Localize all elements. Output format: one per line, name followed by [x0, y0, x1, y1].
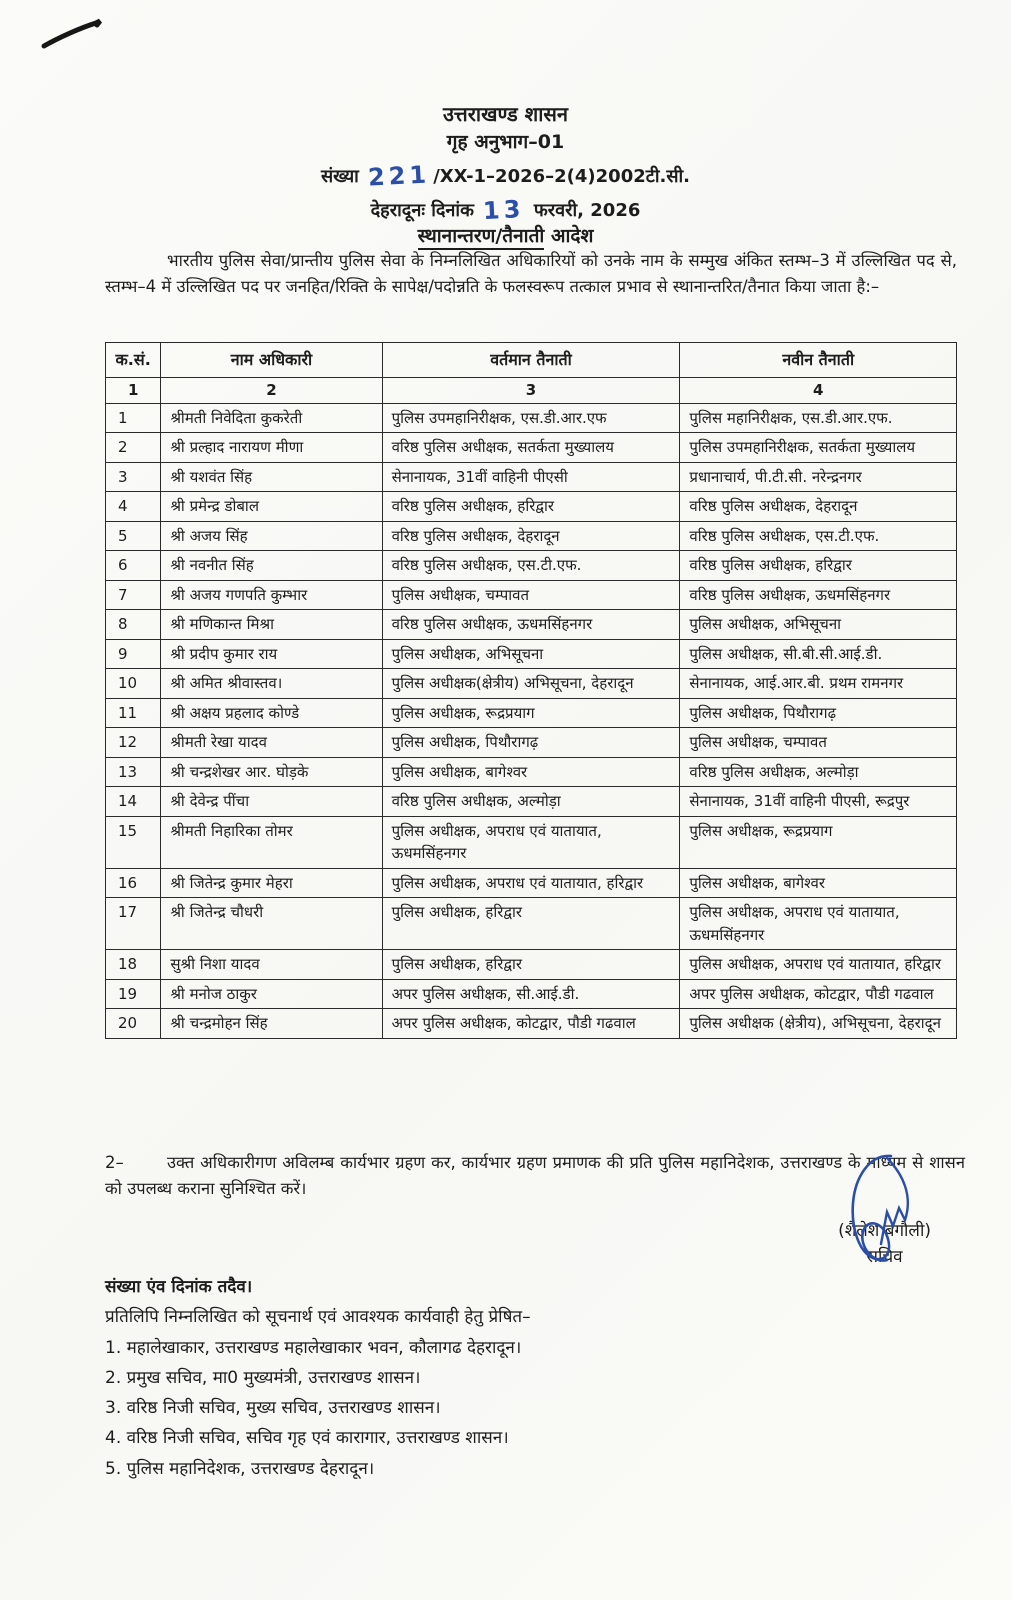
number-rest: /XX-1–2026–2(4)2002टी.सी.: [433, 165, 690, 187]
table-row: [106, 787, 957, 817]
cell-current-posting: पुलिस उपमहानिरीक्षक, एस.डी.आर.एफ: [382, 403, 680, 433]
table-row: [106, 462, 957, 492]
cell-new-posting: सेनानायक, 31वीं वाहिनी पीएसी, रूद्रपुर: [680, 787, 957, 817]
cell-new-posting: प्रधानाचार्य, पी.टी.सी. नरेन्द्रनगर: [680, 462, 957, 492]
table-row: [106, 639, 957, 669]
cell-new-posting: पुलिस अधीक्षक, बागेश्वर: [680, 868, 957, 898]
column-number-row: [106, 378, 957, 404]
cell-serial: 5: [106, 521, 161, 551]
cell-officer-name: श्री प्रमेन्द्र डोबाल: [161, 492, 382, 522]
intro-paragraph: भारतीय पुलिस सेवा/प्रान्तीय पुलिस सेवा के निम्नलिखित अधिकारियों को उनके नाम के सम्मुख अंकित स्तम्भ–3 में उल्लिखित पद से, स्तम्भ–4 में उल्लिखित पद पर जनहित/रिक्ति के सापेक्ष/पदोन्नति के फलस्वरूप तत्काल प्रभाव से स्थानान्तरित/तैनात किया जाता है:–: [105, 251, 957, 296]
table-row: [106, 979, 957, 1009]
cell-current-posting: पुलिस अधीक्षक, पिथौरागढ़: [382, 728, 680, 758]
cell-current-posting: वरिष्ठ पुलिस अधीक्षक, अल्मोड़ा: [382, 787, 680, 817]
cell-serial: 8: [106, 610, 161, 640]
distribution-item: 4. वरिष्ठ निजी सचिव, सचिव गृह एवं कारागार, उत्तराखण्ड शासन।: [105, 1428, 509, 1449]
table-row: [106, 403, 957, 433]
table-row: [106, 433, 957, 463]
cell-officer-name: श्री मणिकान्त मिश्रा: [161, 610, 382, 640]
cell-current-posting: वरिष्ठ पुलिस अधीक्षक, सतर्कता मुख्यालय: [382, 433, 680, 463]
cell-officer-name: श्री प्रल्हाद नारायण मीणा: [161, 433, 382, 463]
cell-new-posting: पुलिस अधीक्षक, अपराध एवं यातायात, हरिद्वार: [680, 950, 957, 980]
cell-current-posting: पुलिस अधीक्षक(क्षेत्रीय) अभिसूचना, देहरादून: [382, 669, 680, 699]
cell-serial: 2: [106, 433, 161, 463]
department-section: गृह अनुभाग–01: [446, 131, 565, 153]
cell-serial: 1: [106, 403, 161, 433]
table-row: [106, 898, 957, 950]
cell-serial: 19: [106, 979, 161, 1009]
table-row: [106, 816, 957, 868]
cell-serial: 12: [106, 728, 161, 758]
table-row: [106, 1009, 957, 1039]
cell-officer-name: श्री अजय गणपति कुम्भार: [161, 580, 382, 610]
cell-new-posting: पुलिस अधीक्षक, अपराध एवं यातायात, ऊधमसिंहनगर: [680, 898, 957, 950]
cell-officer-name: श्री मनोज ठाकुर: [161, 979, 382, 1009]
cell-new-posting: पुलिस अधीक्षक, अभिसूचना: [680, 610, 957, 640]
cell-serial: 18: [106, 950, 161, 980]
cell-officer-name: श्री अक्षय प्रहलाद कोण्डे: [161, 698, 382, 728]
cell-officer-name: श्री यशवंत सिंह: [161, 462, 382, 492]
cell-new-posting: पुलिस अधीक्षक (क्षेत्रीय), अभिसूचना, देहरादून: [680, 1009, 957, 1039]
cell-new-posting: वरिष्ठ पुलिस अधीक्षक, हरिद्वार: [680, 551, 957, 581]
cell-current-posting: वरिष्ठ पुलिस अधीक्षक, एस.टी.एफ.: [382, 551, 680, 581]
handwritten-letter-number: 221: [367, 159, 431, 192]
distribution-list: [105, 1333, 965, 1484]
cell-serial: 17: [106, 898, 161, 950]
distribution-section: [105, 1272, 965, 1484]
same-number-date-line: संख्या एंव दिनांक तदैव।: [105, 1277, 253, 1297]
cell-serial: 20: [106, 1009, 161, 1039]
cell-current-posting: वरिष्ठ पुलिस अधीक्षक, ऊधमसिंहनगर: [382, 610, 680, 640]
cell-current-posting: अपर पुलिस अधीक्षक, कोटद्वार, पौडी गढवाल: [382, 1009, 680, 1039]
table-row: [106, 698, 957, 728]
cell-new-posting: पुलिस अधीक्षक, चम्पावत: [680, 728, 957, 758]
table-row: [106, 492, 957, 522]
cell-current-posting: पुलिस अधीक्षक, चम्पावत: [382, 580, 680, 610]
cell-officer-name: सुश्री निशा यादव: [161, 950, 382, 980]
cell-serial: 3: [106, 462, 161, 492]
cell-new-posting: वरिष्ठ पुलिस अधीक्षक, एस.टी.एफ.: [680, 521, 957, 551]
cell-new-posting: अपर पुलिस अधीक्षक, कोटद्वार, पौडी गढवाल: [680, 979, 957, 1009]
cell-serial: 6: [106, 551, 161, 581]
transfer-table-body: [106, 403, 957, 1038]
cell-serial: 13: [106, 757, 161, 787]
signatory-name: (शैलेश बगौली): [838, 1221, 931, 1241]
cell-current-posting: पुलिस अधीक्षक, बागेश्वर: [382, 757, 680, 787]
government-name: उत्तराखण्ड शासन: [442, 102, 569, 126]
signature-ink: [829, 1148, 939, 1273]
table-row: [106, 669, 957, 699]
cell-current-posting: अपर पुलिस अधीक्षक, सी.आई.डी.: [382, 979, 680, 1009]
handwritten-date: 13: [482, 195, 526, 226]
table-row: [106, 950, 957, 980]
cell-officer-name: श्री प्रदीप कुमार राय: [161, 639, 382, 669]
col-header-serial: क.सं.: [106, 343, 161, 378]
order-title: [0, 222, 1011, 248]
table-row: [106, 521, 957, 551]
cell-serial: 9: [106, 639, 161, 669]
cell-serial: 16: [106, 868, 161, 898]
col-number-4: 4: [680, 378, 957, 404]
table-header-row: [106, 343, 957, 378]
cell-current-posting: पुलिस अधीक्षक, हरिद्वार: [382, 950, 680, 980]
cell-new-posting: पुलिस महानिरीक्षक, एस.डी.आर.एफ.: [680, 403, 957, 433]
date-rest: फरवरी, 2026: [533, 200, 641, 222]
cell-officer-name: श्री अमित श्रीवास्तव।: [161, 669, 382, 699]
cell-officer-name: श्री चन्द्रशेखर आर. घोड़के: [161, 757, 382, 787]
cell-officer-name: श्री नवनीत सिंह: [161, 551, 382, 581]
cell-officer-name: श्री जितेन्द्र चौधरी: [161, 898, 382, 950]
cell-current-posting: पुलिस अधीक्षक, हरिद्वार: [382, 898, 680, 950]
cell-current-posting: सेनानायक, 31वीं वाहिनी पीएसी: [382, 462, 680, 492]
col-number-2: 2: [161, 378, 382, 404]
table-row: [106, 728, 957, 758]
paragraph-number: 2–: [105, 1153, 124, 1172]
cell-new-posting: वरिष्ठ पुलिस अधीक्षक, देहरादून: [680, 492, 957, 522]
letterhead: [0, 100, 1011, 226]
cell-officer-name: श्री चन्द्रमोहन सिंह: [161, 1009, 382, 1039]
table-row: [106, 757, 957, 787]
table-row: [106, 868, 957, 898]
cell-new-posting: पुलिस अधीक्षक, रूद्रप्रयाग: [680, 816, 957, 868]
cell-officer-name: श्रीमती रेखा यादव: [161, 728, 382, 758]
cell-officer-name: श्री देवेन्द्र पींचा: [161, 787, 382, 817]
cell-current-posting: वरिष्ठ पुलिस अधीक्षक, देहरादून: [382, 521, 680, 551]
cell-new-posting: पुलिस अधीक्षक, सी.बी.सी.आई.डी.: [680, 639, 957, 669]
cell-serial: 4: [106, 492, 161, 522]
copy-forwarded-line: प्रतिलिपि निम्नलिखित को सूचनार्थ एवं आवश्यक कार्यवाही हेतु प्रेषित–: [105, 1307, 531, 1328]
cell-serial: 10: [106, 669, 161, 699]
place-date-prefix: देहरादूनः दिनांक: [370, 200, 474, 222]
col-header-new-posting: नवीन तैनाती: [680, 343, 957, 378]
distribution-item: 3. वरिष्ठ निजी सचिव, मुख्य सचिव, उत्तराखण्ड शासन।: [105, 1398, 441, 1418]
signatory-designation: सचिव: [866, 1247, 903, 1268]
table-row: [106, 580, 957, 610]
cell-officer-name: श्री जितेन्द्र कुमार मेहरा: [161, 868, 382, 898]
cell-new-posting: सेनानायक, आई.आर.बी. प्रथम रामनगर: [680, 669, 957, 699]
cell-current-posting: वरिष्ठ पुलिस अधीक्षक, हरिद्वार: [382, 492, 680, 522]
col-header-officer-name: नाम अधिकारी: [161, 343, 382, 378]
cell-serial: 15: [106, 816, 161, 868]
letter-number-line: [0, 157, 1011, 192]
col-header-current-posting: वर्तमान तैनाती: [382, 343, 680, 378]
col-number-3: 3: [382, 378, 680, 404]
cell-new-posting: वरिष्ठ पुलिस अधीक्षक, ऊधमसिंहनगर: [680, 580, 957, 610]
pen-stroke-mark: [40, 14, 110, 54]
distribution-item: 5. पुलिस महानिदेशक, उत्तराखण्ड देहरादून।: [105, 1458, 375, 1479]
cell-serial: 7: [106, 580, 161, 610]
place-date-line: [0, 191, 1011, 226]
order-title-underlined: स्थानान्तरण/तैनाती: [418, 225, 545, 250]
distribution-item: 2. प्रमुख सचिव, मा0 मुख्यमंत्री, उत्तराखण्ड शासन।: [105, 1367, 421, 1388]
cell-current-posting: पुलिस अधीक्षक, अपराध एवं यातायात, हरिद्वार: [382, 868, 680, 898]
cell-current-posting: पुलिस अधीक्षक, रूद्रप्रयाग: [382, 698, 680, 728]
cell-officer-name: श्रीमती निवेदिता कुकरेती: [161, 403, 382, 433]
cell-new-posting: पुलिस उपमहानिरीक्षक, सतर्कता मुख्यालय: [680, 433, 957, 463]
transfer-table: [105, 342, 957, 1039]
cell-serial: 11: [106, 698, 161, 728]
cell-new-posting: वरिष्ठ पुलिस अधीक्षक, अल्मोड़ा: [680, 757, 957, 787]
table-row: [106, 610, 957, 640]
distribution-item: 1. महालेखाकार, उत्तराखण्ड महालेखाकार भवन, कौलागढ देहरादून।: [105, 1337, 522, 1358]
table-row: [106, 551, 957, 581]
cell-current-posting: पुलिस अधीक्षक, अभिसूचना: [382, 639, 680, 669]
number-prefix: संख्या: [321, 165, 359, 187]
cell-serial: 14: [106, 787, 161, 817]
cell-new-posting: पुलिस अधीक्षक, पिथौरागढ़: [680, 698, 957, 728]
col-number-1: 1: [106, 378, 161, 404]
cell-officer-name: श्रीमती निहारिका तोमर: [161, 816, 382, 868]
cell-officer-name: श्री अजय सिंह: [161, 521, 382, 551]
cell-current-posting: पुलिस अधीक्षक, अपराध एवं यातायात, ऊधमसिंहनगर: [382, 816, 680, 868]
directive-text: उक्त अधिकारीगण अविलम्ब कार्यभार ग्रहण कर, कार्यभार ग्रहण प्रमाणक की प्रति पुलिस महानिदेशक, उत्तराखण्ड के माध्यम से शासन को उपलब्ध कराना सुनिश्चित करें।: [105, 1153, 965, 1199]
order-title-rest: आदेश: [544, 225, 594, 247]
